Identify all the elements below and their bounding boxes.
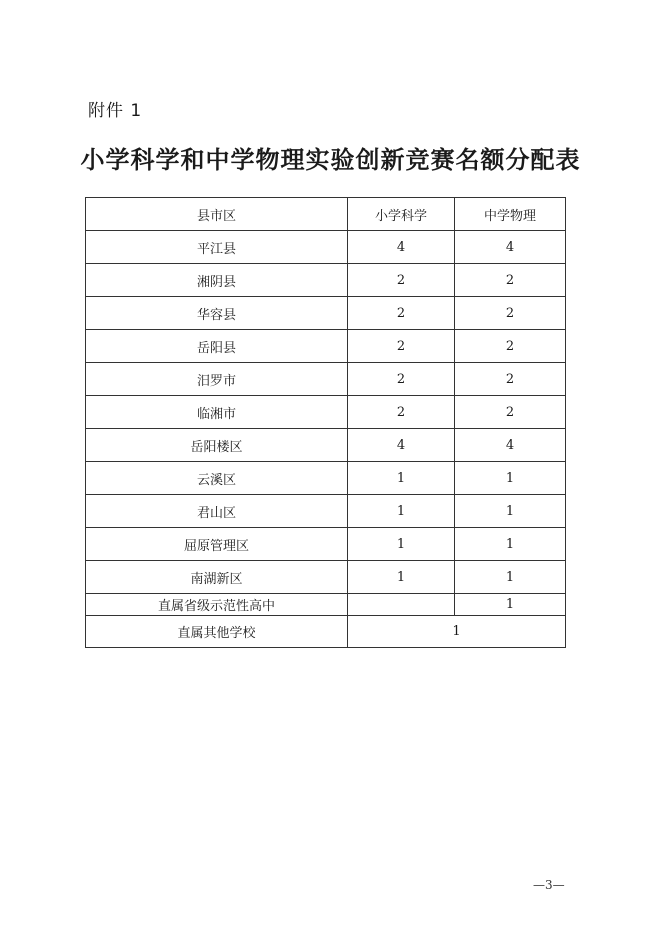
cell-primary: 2 (348, 297, 455, 330)
table-row (86, 264, 566, 297)
table-row (86, 429, 566, 462)
table-row-special (86, 594, 566, 616)
cell-primary (348, 594, 455, 616)
table-row (86, 495, 566, 528)
header-primary-science: 小学科学 (348, 198, 455, 231)
cell-primary: 2 (348, 264, 455, 297)
cell-county: 直属省级示范性高中 (86, 594, 348, 616)
cell-middle: 2 (455, 363, 566, 396)
cell-primary: 1 (348, 462, 455, 495)
cell-middle: 4 (455, 231, 566, 264)
cell-county: 临湘市 (86, 396, 348, 429)
cell-primary: 1 (348, 495, 455, 528)
cell-middle: 2 (455, 297, 566, 330)
cell-primary: 2 (348, 330, 455, 363)
cell-middle: 1 (455, 495, 566, 528)
cell-county: 岳阳县 (86, 330, 348, 363)
cell-primary: 4 (348, 231, 455, 264)
cell-middle: 1 (455, 594, 566, 616)
table-row (86, 297, 566, 330)
cell-middle: 1 (455, 462, 566, 495)
cell-primary: 1 (348, 528, 455, 561)
table-row (86, 231, 566, 264)
cell-middle: 2 (455, 330, 566, 363)
table-row-last (86, 616, 566, 648)
cell-merged-quota: 1 (348, 616, 566, 648)
cell-county: 平江县 (86, 231, 348, 264)
cell-county: 南湖新区 (86, 561, 348, 594)
table-row (86, 462, 566, 495)
attachment-label: 附件 1 (88, 101, 143, 121)
table-row (86, 561, 566, 594)
table-row (86, 330, 566, 363)
cell-middle: 2 (455, 396, 566, 429)
cell-county: 云溪区 (86, 462, 348, 495)
cell-county: 湘阴县 (86, 264, 348, 297)
cell-primary: 1 (348, 561, 455, 594)
table-header-row (86, 198, 566, 231)
cell-county: 华容县 (86, 297, 348, 330)
header-county: 县市区 (86, 198, 348, 231)
cell-primary: 2 (348, 363, 455, 396)
cell-primary: 4 (348, 429, 455, 462)
quota-table (85, 197, 566, 648)
cell-middle: 2 (455, 264, 566, 297)
cell-middle: 1 (455, 561, 566, 594)
cell-primary: 2 (348, 396, 455, 429)
cell-county: 岳阳楼区 (86, 429, 348, 462)
page-title: 小学科学和中学物理实验创新竞赛名额分配表 (80, 145, 581, 174)
cell-middle: 4 (455, 429, 566, 462)
cell-county: 直属其他学校 (86, 616, 348, 648)
cell-county: 君山区 (86, 495, 348, 528)
cell-county: 屈原管理区 (86, 528, 348, 561)
table-row (86, 363, 566, 396)
header-middle-physics: 中学物理 (455, 198, 566, 231)
table-row (86, 396, 566, 429)
cell-middle: 1 (455, 528, 566, 561)
table-row (86, 528, 566, 561)
cell-county: 汨罗市 (86, 363, 348, 396)
page-number: —3— (533, 878, 565, 892)
